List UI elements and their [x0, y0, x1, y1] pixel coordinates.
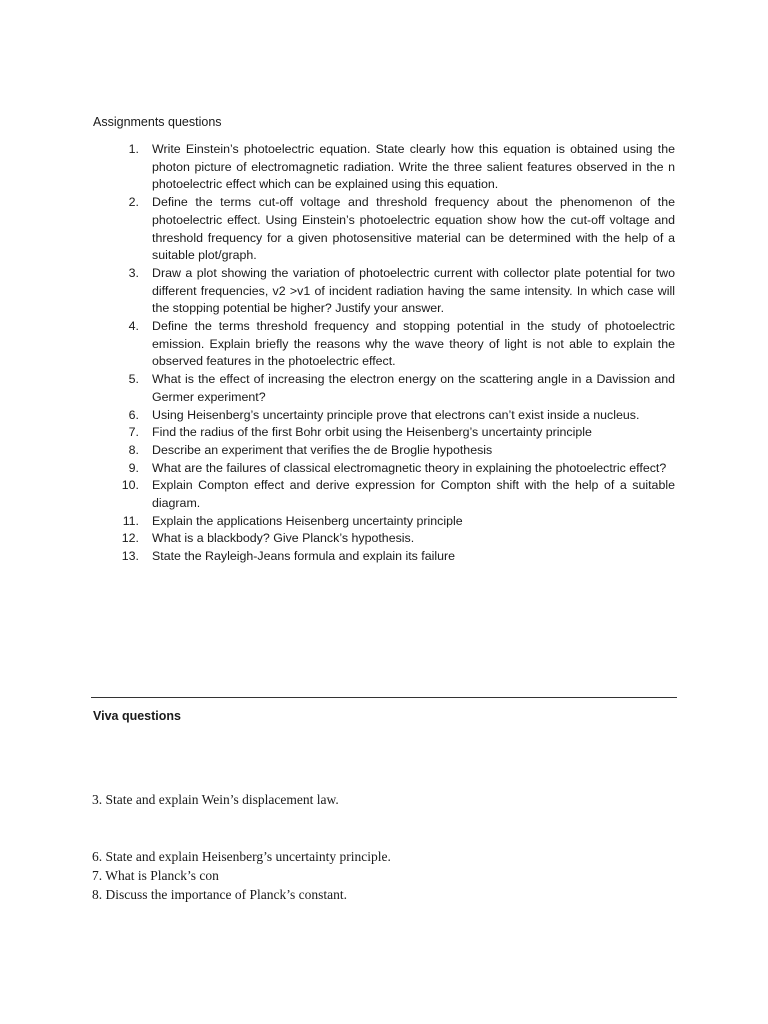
viva-question-line: 7. What is Planck’s con	[92, 868, 219, 883]
question-number: 5.	[128, 372, 139, 387]
question-number: 10.	[121, 478, 139, 493]
viva-heading: Viva questions	[93, 709, 181, 723]
list-item	[93, 265, 675, 318]
question-text: What is a blackbody? Give Planck’s hypothesis.	[152, 531, 415, 546]
list-item	[93, 530, 675, 548]
question-number: 12.	[121, 531, 139, 546]
question-number: 2.	[128, 195, 139, 210]
list-item	[93, 442, 675, 460]
viva-question-line: 8. Discuss the importance of Planck’s constant.	[92, 887, 347, 902]
question-text: Using Heisenberg’s uncertainty principle prove that electrons can’t exist inside a nucleus.	[152, 407, 640, 422]
viva-question-line: 3. State and explain Wein’s displacement law.	[92, 792, 339, 807]
list-item	[93, 477, 675, 512]
list-item	[93, 460, 675, 478]
question-number: 9.	[128, 460, 139, 475]
question-text: Explain the applications Heisenberg uncertainty principle	[152, 513, 463, 528]
viva-question-line: 6. State and explain Heisenberg’s uncertainty principle.	[92, 849, 391, 864]
question-text: What are the failures of classical electromagnetic theory in explaining the photoelectric effect?	[152, 460, 667, 475]
list-item	[93, 194, 675, 265]
list-item	[93, 424, 675, 442]
question-number: 11.	[122, 513, 139, 528]
question-text: Define the terms cut-off voltage and threshold frequency about the phenomenon of the photoelectric effect. Using Einstein’s photoelectric equation show how the cut-off voltage and threshold frequency for a given photosensitive material can be determined with the help of a suitable plot/graph.	[152, 195, 675, 263]
question-number: 3.	[128, 265, 139, 280]
question-number: 13.	[121, 549, 139, 564]
question-text: State the Rayleigh-Jeans formula and explain its failure	[152, 549, 456, 564]
list-item	[93, 548, 675, 566]
question-text: Define the terms threshold frequency and stopping potential in the study of photoelectric emission. Explain briefly the reasons why the wave theory of light is not able to explain the observed features in the photoelectric effect.	[152, 319, 675, 369]
question-text: Write Einstein’s photoelectric equation. State clearly how this equation is obtained using the photon picture of electromagnetic radiation. Write the three salient features observed in the n photoelectric effect which can be explained using this equation.	[152, 142, 675, 192]
question-number: 6.	[128, 407, 139, 422]
list-item	[93, 141, 675, 194]
question-text: Find the radius of the first Bohr orbit using the Heisenberg’s uncertainty principle	[152, 425, 592, 440]
question-text: Describe an experiment that verifies the de Broglie hypothesis	[152, 442, 493, 457]
question-number: 7.	[128, 425, 139, 440]
question-text: What is the effect of increasing the electron energy on the scattering angle in a Davission and Germer experiment?	[152, 372, 675, 404]
list-item	[93, 407, 675, 425]
list-item	[93, 371, 675, 406]
question-number: 4.	[128, 319, 139, 334]
question-number: 8.	[128, 442, 139, 457]
assignment-question-list	[93, 141, 675, 566]
assignments-heading: Assignments questions	[93, 115, 222, 129]
list-item	[93, 318, 675, 371]
section-divider	[91, 697, 677, 698]
question-text: Explain Compton effect and derive expression for Compton shift with the help of a suitable diagram.	[152, 478, 675, 511]
question-text: Draw a plot showing the variation of photoelectric current with collector plate potential for two different frequencies, v2 >v1 of incident radiation having the same intensity. In which case will the stopping potential be higher? Justify your answer.	[152, 265, 675, 316]
list-item	[93, 513, 675, 531]
question-number: 1.	[128, 142, 139, 156]
